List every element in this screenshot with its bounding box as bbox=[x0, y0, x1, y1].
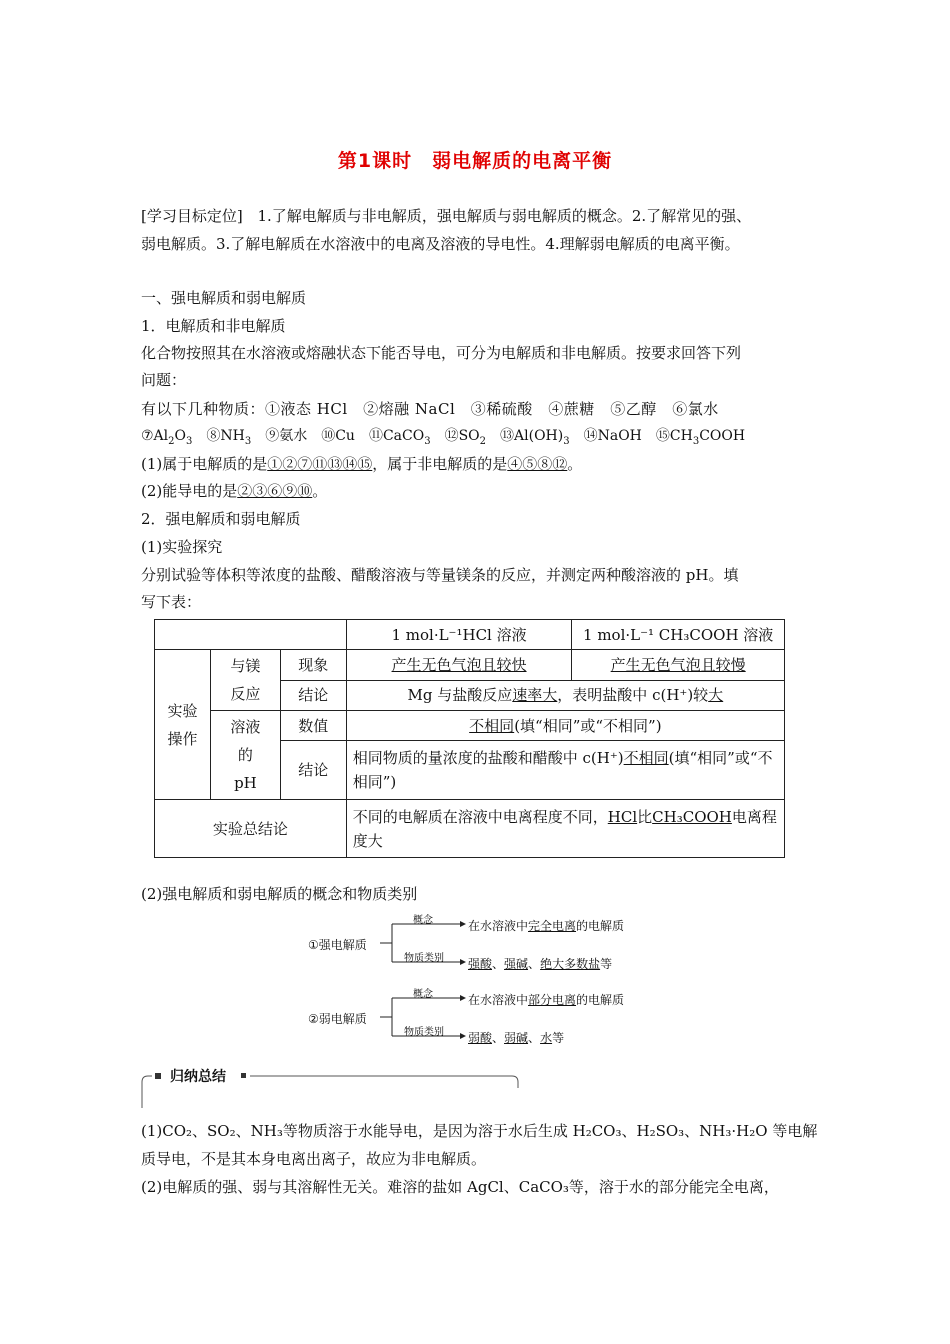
summary-label: 实验总结论 bbox=[155, 800, 347, 858]
experiment-line-1: 分别试验等体积等浓度的盐酸、醋酸溶液与等量镁条的反应，并测定两种酸溶液的 pH。填 bbox=[141, 566, 739, 584]
summary-c: 比 bbox=[637, 807, 653, 826]
ph-value bbox=[346, 711, 784, 741]
concepts-heading: (2)强电解质和弱电解质的概念和物质类别 bbox=[141, 885, 418, 903]
weak-concept-a: 在水溶液中 bbox=[468, 993, 529, 1007]
label-conclusion-ph: 结论 bbox=[280, 741, 346, 800]
label-value: 数值 bbox=[280, 711, 346, 741]
row-group-operation-label: 实验操作 bbox=[167, 701, 198, 748]
strong-concept-tag: 概念 bbox=[413, 915, 433, 926]
weak-cat-water: 水 bbox=[540, 1031, 553, 1045]
summary-p2-line-1: (2)电解质的强、弱与其溶解性无关。难溶的盐如 AgCl、CaCO₃等，溶于水的部分能完全电离， bbox=[141, 1178, 779, 1196]
arrowhead-icon bbox=[460, 1033, 466, 1039]
mg-concl-a: Mg 与盐酸反应 bbox=[407, 686, 513, 705]
substances-line-2: $⑦Al_2O_3$ $⑧NH_3$ ⑨氨水 ⑩Cu ⑪CaCO$_3$ $⑫SO_2$ $⑬Al(OH)_3$ ⑭NaOH $⑮CH_3COOH$ bbox=[141, 428, 746, 447]
weak-concept-tag: 概念 bbox=[413, 989, 433, 1000]
group-ph-label: 溶液的pH bbox=[230, 718, 261, 792]
strong-concept bbox=[468, 917, 624, 934]
weak-cat-base: 弱碱 bbox=[504, 1031, 529, 1045]
sep: 、 bbox=[528, 1031, 541, 1045]
summary-frame-left bbox=[142, 1076, 152, 1108]
goal-text-1: 1.了解电解质与非电解质，强电解质与弱电解质的概念。2.了解常见的强、 bbox=[257, 207, 752, 225]
intro-line-2: 问题： bbox=[141, 371, 187, 389]
arrowhead-icon bbox=[460, 995, 466, 1001]
group-mg bbox=[210, 650, 280, 711]
arrowhead-icon bbox=[460, 959, 466, 965]
table-row-summary bbox=[155, 800, 785, 858]
summary-a: 不同的电解质在溶液中电离程度不同， bbox=[352, 807, 608, 826]
summary-conclusion bbox=[346, 800, 784, 858]
goal-line-1 bbox=[141, 206, 751, 226]
summary-heading: 归纳总结 bbox=[170, 1069, 226, 1085]
q1-prefix: (1)属于电解质的是 bbox=[141, 455, 268, 473]
q1-answer-electrolytes: ①②⑦⑪⑬⑭⑮ bbox=[267, 455, 373, 473]
phen-ch3cooh bbox=[572, 650, 785, 681]
ph-value-hint: (填“相同”或“不相同”) bbox=[514, 716, 662, 735]
intro-line-1: 化合物按照其在水溶液或熔融状态下能否导电，可分为电解质和非电解质。按要求回答下列 bbox=[141, 344, 742, 362]
phen-ch3cooh-text: 产生无色气泡且较慢 bbox=[610, 655, 746, 674]
weak-category bbox=[468, 1029, 564, 1046]
table-corner-cell bbox=[155, 620, 347, 650]
strong-concept-a: 在水溶液中 bbox=[468, 919, 529, 933]
page-title: 第1课时 弱电解质的电离平衡 bbox=[337, 150, 613, 172]
mg-concl-c: ，表明盐酸中 c(H⁺)较 bbox=[557, 686, 709, 705]
strong-cat-base: 强碱 bbox=[504, 957, 529, 971]
section-heading: 一、强电解质和弱电解质 bbox=[141, 289, 307, 307]
strong-category-tag: 物质类别 bbox=[404, 953, 444, 964]
q1-mid: ，属于非电解质的是 bbox=[372, 455, 508, 473]
question-1 bbox=[141, 454, 582, 474]
ph-value-answer: 不相同 bbox=[469, 716, 515, 735]
row-group-operation bbox=[155, 650, 211, 800]
mg-concl-big: 大 bbox=[708, 686, 724, 705]
summary-ch3cooh: CH₃COOH bbox=[652, 807, 732, 826]
phen-hcl bbox=[346, 650, 572, 681]
strong-cat-end: 等 bbox=[600, 957, 613, 971]
subsection-2: 2．强电解质和弱电解质 bbox=[141, 510, 301, 528]
strong-cat-acid: 强酸 bbox=[468, 957, 493, 971]
label-conclusion-mg: 结论 bbox=[280, 680, 346, 711]
sep: 、 bbox=[492, 1031, 505, 1045]
arrowhead-icon bbox=[460, 921, 466, 927]
goal-label: [学习目标定位] bbox=[141, 207, 243, 225]
weak-cat-end: 等 bbox=[552, 1031, 565, 1045]
ph-concl-answer: 不相同 bbox=[623, 749, 669, 768]
q2-answer: ②③⑥⑨⑩ bbox=[237, 482, 313, 500]
summary-hcl: HCl bbox=[607, 807, 638, 826]
substances-line-1: 有以下几种物质：①液态 HCl ②熔融 NaCl ③稀硫酸 ④蔗糖 ⑤乙醇 ⑥氯水 bbox=[141, 400, 719, 418]
q2-prefix: (2)能导电的是 bbox=[141, 482, 238, 500]
strong-cat-salt: 绝大多数盐 bbox=[540, 957, 601, 971]
strong-concept-answer: 完全电离 bbox=[528, 919, 577, 933]
q1-end: 。 bbox=[567, 455, 583, 473]
table-header-row bbox=[155, 620, 785, 650]
ph-conclusion bbox=[346, 741, 784, 800]
bullet-square-icon bbox=[241, 1073, 246, 1078]
mg-concl-rate: 速率大 bbox=[512, 686, 558, 705]
sep: 、 bbox=[528, 957, 541, 971]
table-row-phenomenon bbox=[155, 650, 785, 681]
summary-p1-line-1: (1)CO₂、SO₂、NH₃等物质溶于水能导电，是因为溶于水后生成 H₂CO₃、H₂SO₃、NH₃·H₂O 等电解 bbox=[141, 1122, 818, 1140]
group-ph bbox=[210, 711, 280, 800]
strong-category bbox=[468, 955, 612, 972]
experiment-line-2: 写下表： bbox=[141, 593, 202, 611]
goal-line-2: 弱电解质。3.了解电解质在水溶液中的电离及溶液的导电性。4.理解弱电解质的电离平衡。 bbox=[141, 235, 740, 253]
strong-concept-c: 的电解质 bbox=[576, 919, 625, 933]
weak-concept-answer: 部分电离 bbox=[528, 993, 577, 1007]
subsection-1: 1．电解质和非电解质 bbox=[141, 317, 286, 335]
phen-hcl-text: 产生无色气泡且较快 bbox=[391, 655, 527, 674]
weak-cat-acid: 弱酸 bbox=[468, 1031, 493, 1045]
question-2 bbox=[141, 481, 327, 501]
weak-label: ②弱电解质 bbox=[308, 1012, 367, 1026]
weak-category-tag: 物质类别 bbox=[404, 1027, 444, 1038]
summary-p1-line-2: 质导电，不是其本身电离出离子，故应为非电解质。 bbox=[141, 1150, 487, 1168]
summary-frame-right bbox=[250, 1076, 518, 1088]
group-mg-label: 与镁反应 bbox=[230, 657, 261, 703]
q2-end: 。 bbox=[312, 482, 328, 500]
col-hcl: 1 mol·L⁻¹HCl 溶液 bbox=[346, 620, 572, 650]
strong-label: ①强电解质 bbox=[308, 938, 367, 952]
experiment-heading: (1)实验探究 bbox=[141, 538, 223, 556]
sep: 、 bbox=[492, 957, 505, 971]
table-row-ph-value bbox=[155, 711, 785, 741]
col-ch3cooh: 1 mol·L⁻¹ CH₃COOH 溶液 bbox=[572, 620, 785, 650]
q1-answer-nonelectrolytes: ④⑤⑧⑫ bbox=[507, 455, 568, 473]
weak-concept-c: 的电解质 bbox=[576, 993, 625, 1007]
mg-conclusion bbox=[346, 680, 784, 711]
summary-e: 电离程度大 bbox=[352, 807, 777, 850]
experiment-table bbox=[154, 619, 785, 858]
bullet-square-icon bbox=[155, 1073, 161, 1079]
weak-concept bbox=[468, 991, 624, 1008]
label-phenomenon: 现象 bbox=[280, 650, 346, 681]
ph-concl-a: 相同物质的量浓度的盐酸和醋酸中 c(H⁺) bbox=[352, 749, 624, 768]
ph-concl-hint: (填“相同”或“不相同”) bbox=[352, 749, 773, 792]
